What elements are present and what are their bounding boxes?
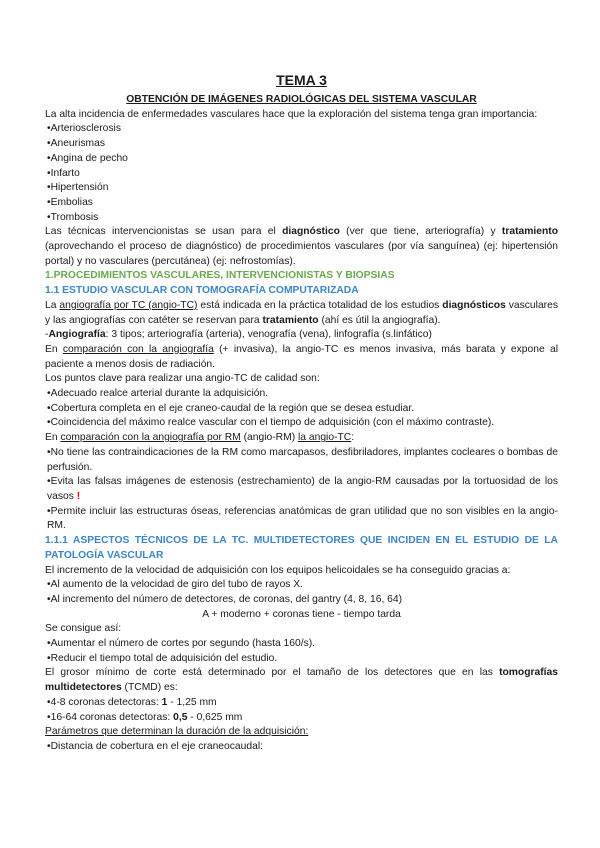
list-item: •16-64 coronas detectoras: 0,5 - 0,625 mm — [47, 711, 243, 723]
angio-tc-paragraph: La angiografía por TC (angio-TC) está indicada en la práctica totalidad de los estudios diagnósticos vasculares y las angiografías con catéter se reservan para tratamiento (ahí es útil la angiografía). — [45, 299, 558, 326]
list-item: •Embolias — [47, 196, 93, 208]
incremento-list — [45, 578, 558, 607]
tecnicas-paragraph: Las técnicas intervencionistas se usan para el diagnóstico (ver que tiene, arteriografía) y tratamiento (aprovechando el proceso de diagnóstico) de procedimientos vasculares (por vía sanguínea) (ej: hipertensión portal) y no vasculares (percutánea) (ej: nefrostomías). — [45, 226, 558, 267]
list-item: •Infarto — [47, 167, 80, 179]
grosor-paragraph: El grosor mínimo de corte está determinado por el tamaño de los detectores que en las tomografías multidetectores (TCMD) es: — [45, 667, 558, 694]
list-item: •Al aumento de la velocidad de giro del tubo de rayos X. — [47, 579, 304, 591]
incremento-intro: El incremento de la velocidad de adquisición con los equipos helicoidales se ha conseguido gracias a: — [45, 564, 511, 576]
list-item: •Trombosis — [47, 211, 99, 223]
angiografia-tipos: -Angiografía: 3 tipos; arteriografía (arteria), venografía (vena), linfografía (s.linfático) — [45, 329, 432, 341]
list-item: •Hipertensión — [47, 182, 109, 194]
parametros-heading: Parámetros que determinan la duración de la adquisición: — [45, 726, 309, 738]
comparacion-paragraph: En comparación con la angiografía (+ invasiva), la angio-TC es menos invasiva, más barata y expone al paciente a menos dosis de radiación. — [45, 343, 558, 370]
list-item: •Cobertura completa en el eje craneo-caudal de la región que se desea estudiar. — [47, 402, 415, 414]
comparacion-rm-intro: En comparación con la angiografía por RM (angio-RM) la angio-TC: — [45, 432, 355, 444]
consigue-list — [45, 637, 558, 666]
list-item: •Al incremento del número de detectores, de coronas, del gantry (4, 8, 16, 64) — [47, 593, 403, 605]
list-item: •Aneurismas — [47, 138, 105, 150]
page-title: TEMA 3 — [276, 72, 327, 88]
list-item: •Distancia de cobertura en el eje craneocaudal: — [47, 740, 263, 752]
exclamation-mark: ! — [76, 490, 81, 502]
list-item: •Permite incluir las estructuras óseas, referencias anatómicas de gran utilidad que no son visibles en la angio-RM. — [47, 505, 558, 532]
list-item: •Reducir el tiempo total de adquisición del estudio. — [47, 652, 278, 664]
page-subtitle: OBTENCIÓN DE IMÁGENES RADIOLÓGICAS DEL SISTEMA VASCULAR — [126, 94, 477, 105]
disease-list — [45, 122, 558, 225]
list-item: •Angina de pecho — [47, 152, 128, 164]
document-body — [45, 71, 558, 755]
puntos-clave-intro: Los puntos clave para realizar una angio-TC de calidad son: — [45, 373, 320, 385]
intro-paragraph: La alta incidencia de enfermedades vasculares hace que la exploración del sistema tenga gran importancia: — [45, 108, 538, 120]
formula-line: A + moderno + coronas tiene - tiempo tarda — [202, 608, 401, 620]
list-item: •Adecuado realce arterial durante la adquisición. — [47, 388, 269, 400]
list-item: •Evita las falsas imágenes de estenosis (estrechamiento) de la angio-RM causadas por la tortuosidad de los vasos ! — [47, 476, 558, 502]
puntos-clave-list — [45, 387, 558, 431]
coronas-list — [45, 696, 558, 725]
list-item: •4-8 coronas detectoras: 1 - 1,25 mm — [47, 696, 217, 708]
section-heading-1-1-1: 1.1.1 ASPECTOS TÉCNICOS DE LA TC. MULTIDETECTORES QUE INCIDEN EN EL ESTUDIO DE LA PATOLOGÍA VASCULAR — [45, 535, 558, 561]
list-item: •Arteriosclerosis — [47, 123, 121, 135]
consigue-intro: Se consigue así: — [45, 623, 122, 635]
list-item: •Coincidencia del máximo realce vascular con el tiempo de adquisición (con el máximo contraste). — [47, 417, 495, 429]
section-heading-1: 1.PROCEDIMIENTOS VASCULARES, INTERVENCIONISTAS Y BIOPSIAS — [45, 270, 395, 282]
section-heading-1-1: 1.1 ESTUDIO VASCULAR CON TOMOGRAFÍA COMPUTARIZADA — [45, 285, 359, 297]
list-item: •No tiene las contraindicaciones de la RM como marcapasos, desfibriladores, implantes cocleares o bombas de perfusión. — [47, 446, 558, 473]
list-item: •Aumentar el número de cortes por segundo (hasta 160/s). — [47, 638, 316, 650]
comparacion-rm-list — [45, 446, 558, 534]
